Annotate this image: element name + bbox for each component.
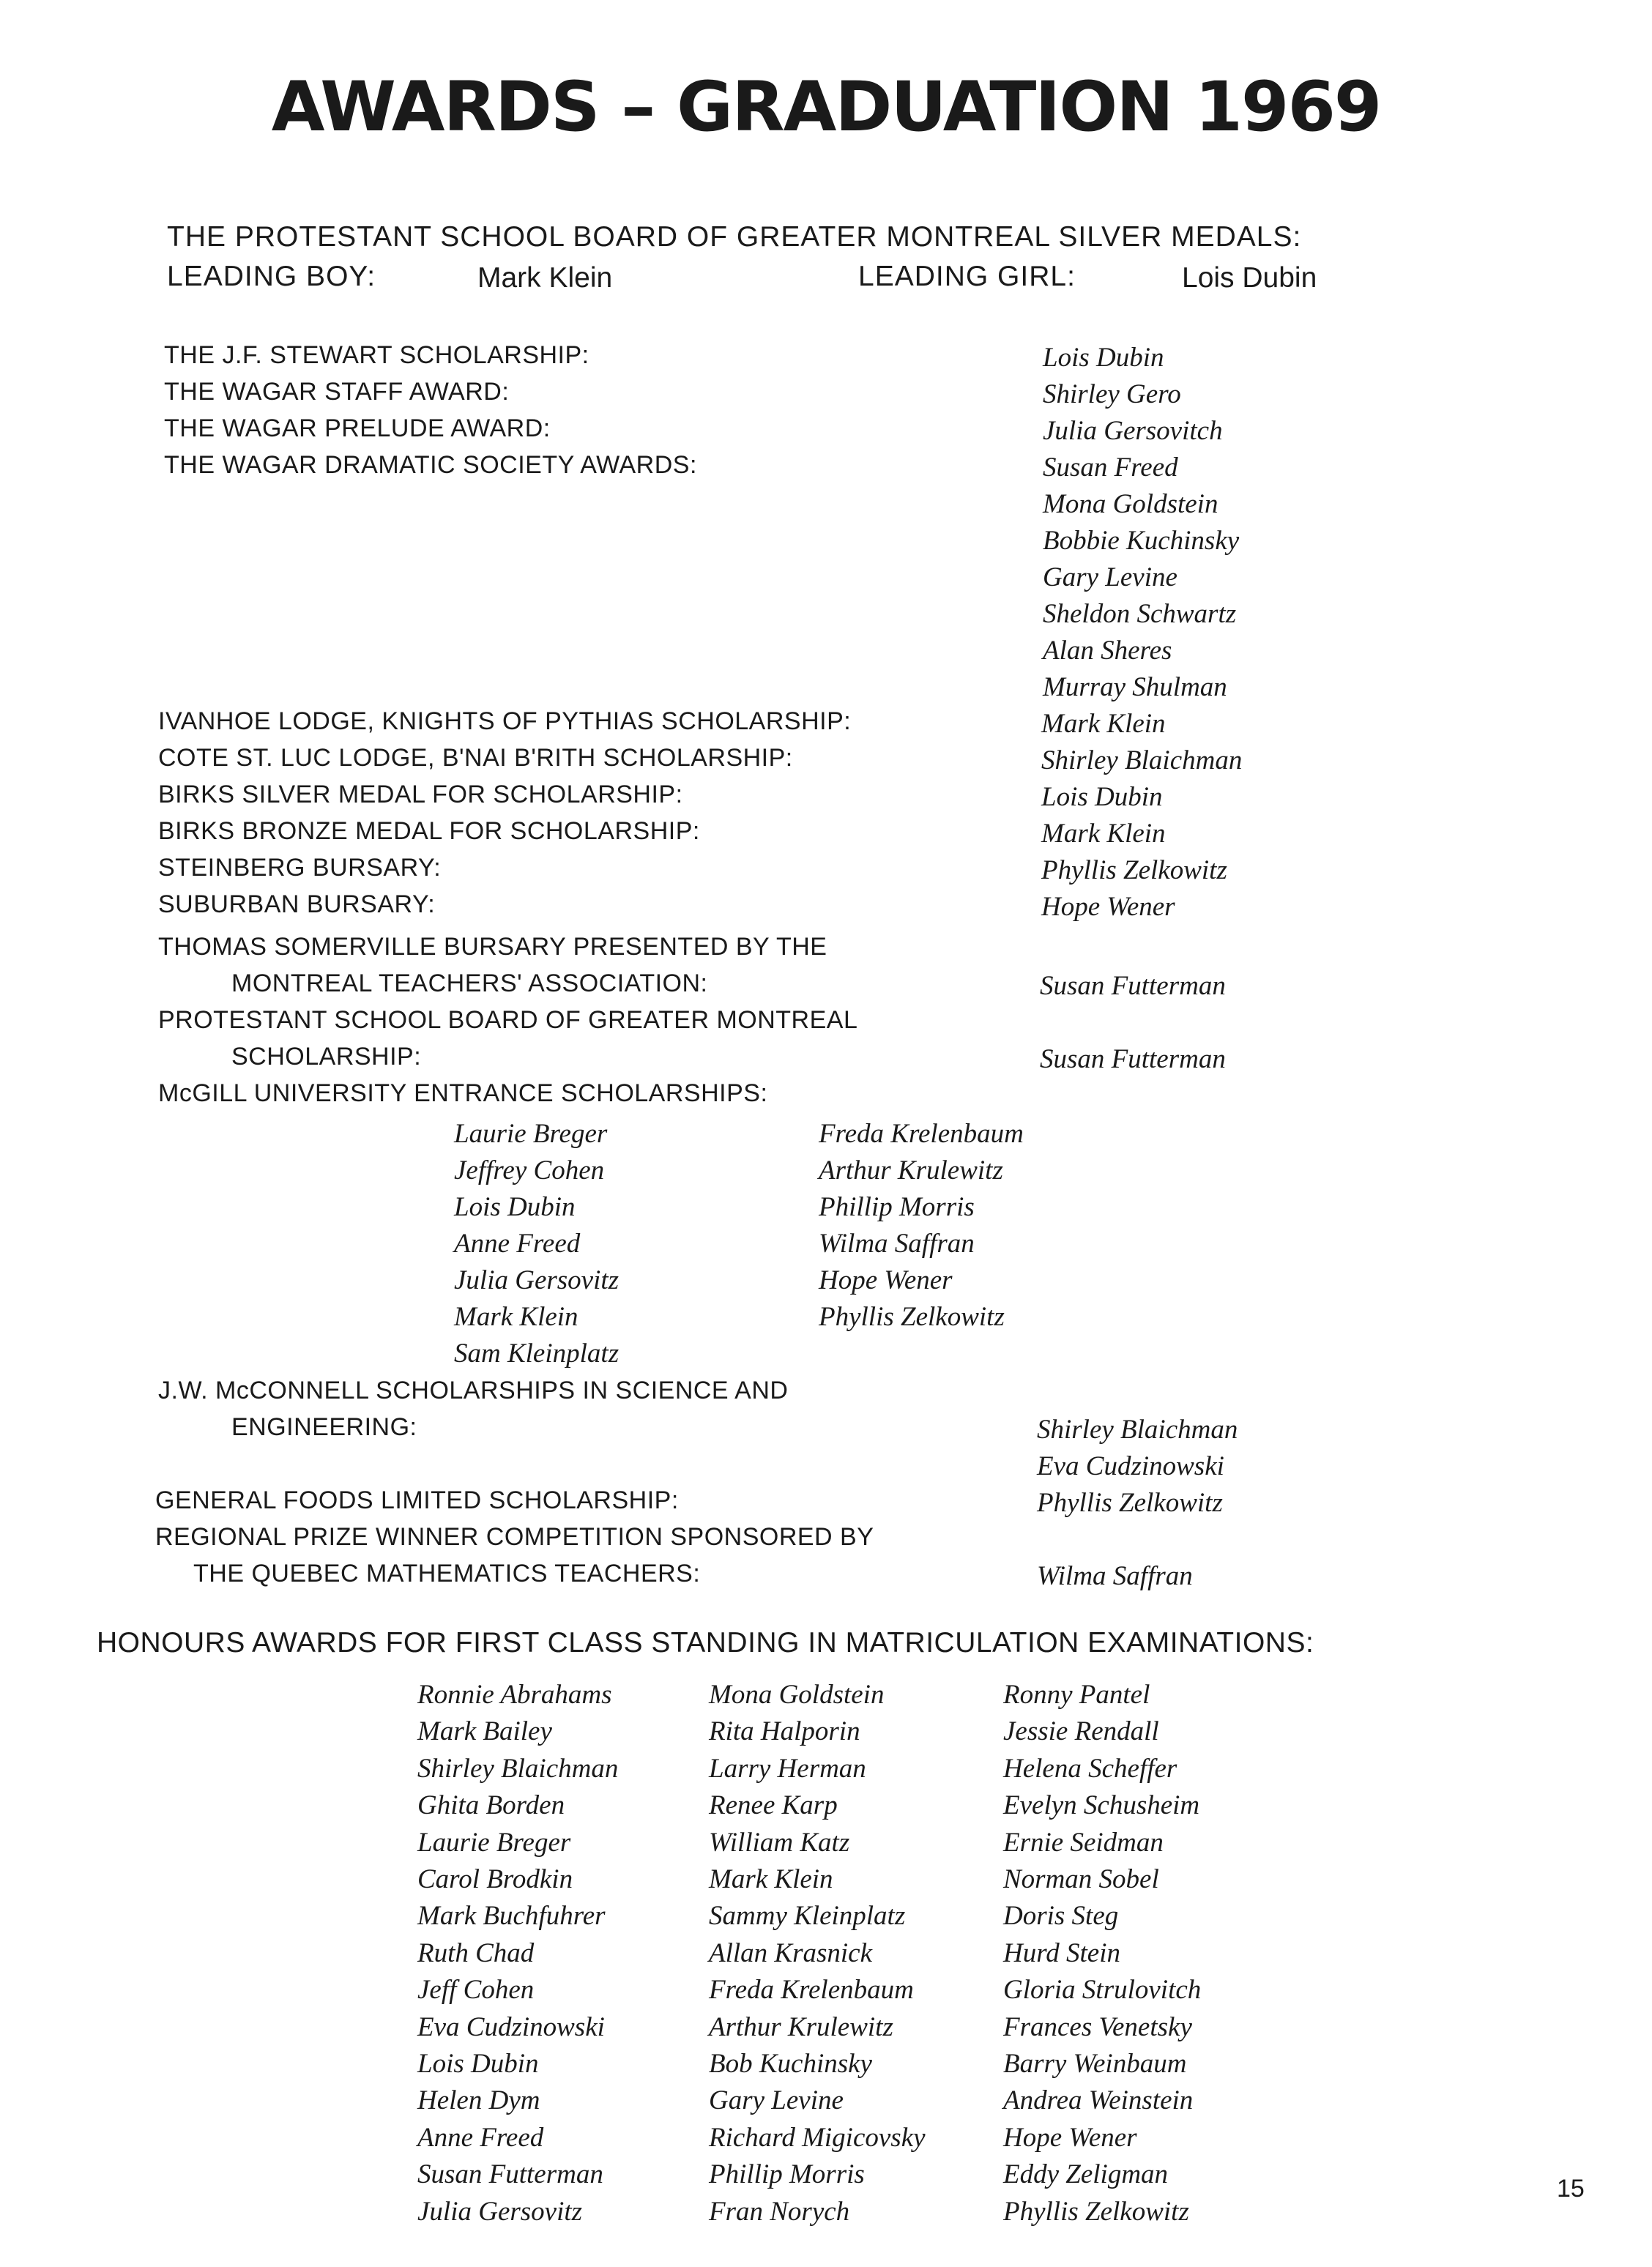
psbgm-label-line2: SCHOLARSHIP:	[231, 1043, 422, 1071]
honours-name: Ronny Pantel	[1003, 1680, 1150, 1710]
mcgill-winner: Wilma Saffran	[819, 1229, 975, 1259]
honours-name: Gary Levine	[709, 2085, 844, 2116]
leading-boy-name: Mark Klein	[477, 262, 613, 294]
somerville-label-line2: MONTREAL TEACHERS' ASSOCIATION:	[231, 969, 708, 997]
mcgill-winner: Mark Klein	[454, 1302, 578, 1332]
honours-name: Lois Dubin	[417, 2049, 539, 2079]
honours-name: Freda Krelenbaum	[709, 1975, 914, 2006]
award-winner: Lois Dubin	[1043, 343, 1164, 373]
honours-name: Mona Goldstein	[709, 1680, 885, 1710]
honours-name: Norman Sobel	[1003, 1864, 1159, 1894]
award-label: SUBURBAN BURSARY:	[158, 890, 436, 918]
regional-winner: Wilma Saffran	[1037, 1561, 1193, 1591]
honours-name: Helena Scheffer	[1003, 1753, 1177, 1784]
honours-name: Shirley Blaichman	[417, 1753, 619, 1784]
leading-boy-label: LEADING BOY:	[167, 261, 376, 292]
award-winner: Shirley Gero	[1043, 379, 1181, 409]
honours-name: Carol Brodkin	[417, 1864, 573, 1894]
honours-name: Mark Buchfuhrer	[417, 1901, 606, 1932]
honours-name: Sammy Kleinplatz	[709, 1901, 906, 1932]
mcconnell-label-line1: J.W. McCONNELL SCHOLARSHIPS IN SCIENCE AND	[158, 1377, 789, 1404]
award-winner: Phyllis Zelkowitz	[1041, 855, 1227, 885]
honours-name: Rita Halporin	[709, 1716, 860, 1747]
award-winner: Julia Gersovitch	[1043, 416, 1223, 446]
psbgm-winner: Susan Futterman	[1040, 1044, 1226, 1074]
honours-name: Susan Futterman	[417, 2159, 603, 2190]
honours-name: Mark Klein	[709, 1864, 833, 1894]
honours-name: Ernie Seidman	[1003, 1827, 1164, 1858]
honours-name: Ruth Chad	[417, 1937, 535, 1968]
award-label: THE J.F. STEWART SCHOLARSHIP:	[164, 341, 589, 369]
general-foods-winner: Phyllis Zelkowitz	[1037, 1488, 1223, 1518]
general-foods-label: GENERAL FOODS LIMITED SCHOLARSHIP:	[155, 1486, 679, 1514]
mcconnell-winner-2: Eva Cudzinowski	[1037, 1451, 1224, 1481]
honours-name: Arthur Krulewitz	[709, 2011, 893, 2042]
honours-name: Renee Karp	[709, 1790, 838, 1821]
honours-name: Mark Bailey	[417, 1716, 552, 1747]
honours-name: Eddy Zeligman	[1003, 2159, 1169, 2190]
drama-award-winner: Bobbie Kuchinsky	[1043, 526, 1240, 556]
honours-name: Phillip Morris	[709, 2159, 865, 2190]
mcgill-winner: Jeffrey Cohen	[454, 1155, 605, 1185]
drama-award-winner: Mona Goldstein	[1043, 489, 1218, 519]
honours-name: Larry Herman	[709, 1753, 866, 1784]
award-label: BIRKS BRONZE MEDAL FOR SCHOLARSHIP:	[158, 817, 700, 845]
page-title: AWARDS – GRADUATION 1969	[271, 67, 1381, 147]
honours-name: Eva Cudzinowski	[417, 2011, 605, 2042]
honours-name: Fran Norych	[709, 2196, 850, 2227]
award-label: THE WAGAR DRAMATIC SOCIETY AWARDS:	[164, 451, 697, 479]
drama-award-winner: Gary Levine	[1043, 562, 1177, 592]
mcgill-winner: Laurie Breger	[454, 1119, 608, 1149]
mcgill-winner: Anne Freed	[454, 1229, 581, 1259]
mcgill-winner: Freda Krelenbaum	[819, 1119, 1024, 1149]
drama-award-winner: Alan Sheres	[1043, 636, 1172, 666]
somerville-label-line1: THOMAS SOMERVILLE BURSARY PRESENTED BY THE	[158, 933, 827, 961]
honours-name: Barry Weinbaum	[1003, 2049, 1187, 2079]
honours-name: Gloria Strulovitch	[1003, 1975, 1202, 2006]
mcgill-winner: Julia Gersovitz	[454, 1265, 620, 1295]
mcconnell-label-line2: ENGINEERING:	[231, 1413, 417, 1441]
mcgill-winner: Arthur Krulewitz	[819, 1155, 1003, 1185]
drama-award-winner: Murray Shulman	[1043, 672, 1227, 702]
leading-girl-label: LEADING GIRL:	[858, 261, 1076, 292]
honours-name: Ronnie Abrahams	[417, 1680, 612, 1710]
honours-name: William Katz	[709, 1827, 850, 1858]
silver-medals-heading: THE PROTESTANT SCHOOL BOARD OF GREATER MONTREAL SILVER MEDALS:	[167, 221, 1302, 253]
honours-name: Richard Migicovsky	[709, 2122, 926, 2153]
mcgill-label: McGILL UNIVERSITY ENTRANCE SCHOLARSHIPS:	[158, 1079, 768, 1107]
honours-name: Julia Gersovitz	[417, 2196, 583, 2227]
award-winner: Shirley Blaichman	[1041, 745, 1243, 775]
honours-name: Hope Wener	[1003, 2122, 1137, 2153]
psbgm-label-line1: PROTESTANT SCHOOL BOARD OF GREATER MONTREAL	[158, 1006, 858, 1034]
mcgill-winner: Sam Kleinplatz	[454, 1339, 620, 1369]
award-label: STEINBERG BURSARY:	[158, 854, 442, 882]
mcgill-winner: Phyllis Zelkowitz	[819, 1302, 1005, 1332]
honours-name: Phyllis Zelkowitz	[1003, 2196, 1189, 2227]
mcgill-winner: Hope Wener	[819, 1265, 953, 1295]
honours-name: Hurd Stein	[1003, 1937, 1120, 1968]
award-winner: Mark Klein	[1041, 819, 1166, 849]
award-winner: Lois Dubin	[1041, 782, 1163, 812]
award-label: THE WAGAR STAFF AWARD:	[164, 378, 510, 406]
award-winner: Susan Freed	[1043, 453, 1178, 483]
honours-name: Evelyn Schusheim	[1003, 1790, 1200, 1821]
drama-award-winner: Sheldon Schwartz	[1043, 599, 1237, 629]
award-winner: Hope Wener	[1041, 892, 1175, 922]
honours-name: Helen Dym	[417, 2085, 540, 2116]
award-label: BIRKS SILVER MEDAL FOR SCHOLARSHIP:	[158, 781, 683, 808]
honours-name: Andrea Weinstein	[1003, 2085, 1194, 2116]
honours-name: Frances Venetsky	[1003, 2011, 1192, 2042]
mcgill-winner: Phillip Morris	[819, 1192, 975, 1222]
honours-name: Jessie Rendall	[1003, 1716, 1159, 1747]
award-label: IVANHOE LODGE, KNIGHTS OF PYTHIAS SCHOLARSHIP:	[158, 707, 852, 735]
somerville-winner: Susan Futterman	[1040, 971, 1226, 1001]
honours-name: Laurie Breger	[417, 1827, 571, 1858]
honours-name: Ghita Borden	[417, 1790, 565, 1821]
page-number: 15	[1557, 2175, 1585, 2203]
honours-name: Bob Kuchinsky	[709, 2049, 872, 2079]
award-label: THE WAGAR PRELUDE AWARD:	[164, 414, 551, 442]
mcconnell-winner-1: Shirley Blaichman	[1037, 1415, 1238, 1445]
mcgill-winner: Lois Dubin	[454, 1192, 576, 1222]
honours-heading: HONOURS AWARDS FOR FIRST CLASS STANDING IN MATRICULATION EXAMINATIONS:	[97, 1627, 1314, 1659]
award-label: COTE ST. LUC LODGE, B'NAI B'RITH SCHOLARSHIP:	[158, 744, 793, 772]
honours-name: Doris Steg	[1003, 1901, 1119, 1932]
regional-label-line2: THE QUEBEC MATHEMATICS TEACHERS:	[193, 1560, 701, 1587]
award-winner: Mark Klein	[1041, 709, 1166, 739]
honours-name: Anne Freed	[417, 2122, 544, 2153]
leading-girl-name: Lois Dubin	[1182, 262, 1317, 294]
honours-name: Jeff Cohen	[417, 1975, 535, 2006]
regional-label-line1: REGIONAL PRIZE WINNER COMPETITION SPONSORED BY	[155, 1523, 874, 1551]
honours-name: Allan Krasnick	[709, 1937, 873, 1968]
